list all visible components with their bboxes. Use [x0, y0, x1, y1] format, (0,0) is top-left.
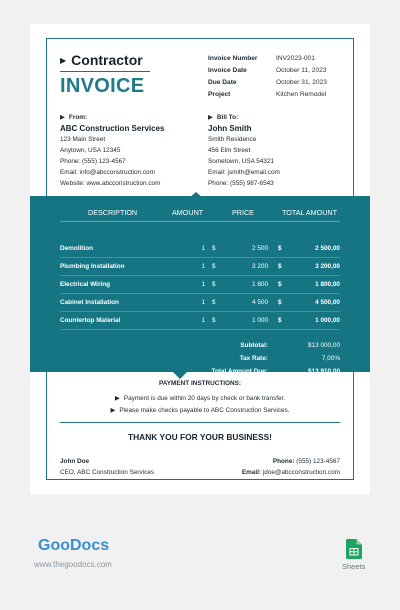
table-row: Demolition 1 $ 2 500 $ 2 500,00 — [60, 240, 340, 258]
total-row: Total Amount Due: $ 13 910,00 — [211, 368, 340, 375]
triangle-bullet-icon: ▶ — [208, 114, 213, 121]
table-row: Plumbing Installation 1 $ 3 200 $ 3 200,00 — [60, 258, 340, 276]
title-top: Contractor — [71, 52, 143, 68]
signer-block: John Doe CEO, ABC Construction Services — [60, 458, 155, 476]
divider — [60, 422, 340, 423]
table-row: Countertop Material 1 $ 1 000 $ 1 000,00 — [60, 312, 340, 330]
list-item: ▶ Payment is due within 20 days by check or bank transfer. — [46, 393, 354, 405]
brand-url[interactable]: www.thegoodocs.com — [34, 560, 112, 569]
meta-row: Project Kitchen Remodel — [208, 90, 327, 98]
table-row: Cabinet Installation 1 $ 4 500 $ 4 500,00 — [60, 294, 340, 312]
list-item: ▶ Please make checks payable to ABC Construction Services. — [46, 405, 354, 417]
triangle-bullet-icon: ▶ — [60, 55, 67, 65]
invoice-title — [60, 52, 150, 98]
google-sheets-icon[interactable] — [346, 539, 362, 559]
items-table — [30, 196, 370, 375]
thanks-message: THANK YOU FOR YOUR BUSINESS! — [128, 432, 272, 442]
title-divider — [60, 71, 150, 72]
tax-row: Tax Rate: 7,00% — [239, 355, 340, 362]
invoice-sheet — [30, 24, 370, 494]
table-header: DESCRIPTION AMOUNT PRICE TOTAL AMOUNT — [60, 208, 340, 222]
invoice-meta — [208, 52, 348, 100]
notch-bottom — [173, 372, 187, 379]
sheets-label: Sheets — [342, 562, 366, 571]
triangle-bullet-icon: ▶ — [60, 114, 65, 121]
from-name: ABC Construction Services — [60, 124, 165, 133]
bill-to-block: ▶ Bill To: John Smith Smith Residence 456 Elm Street Sometown, USA 54321 Email: jsmith@email.com Phone: (555) 987-6543 — [208, 114, 280, 187]
triangle-bullet-icon: ▶ — [114, 395, 120, 402]
subtotal-row: Subtotal: $ 13 000,00 — [240, 342, 340, 349]
meta-row: Due Date October 31, 2023 — [208, 78, 327, 86]
meta-row: Invoice Number INV2023-001 — [208, 54, 315, 62]
contact-block: Phone: (555) 123-4567 Email: jdoe@abcconstruction.com — [241, 458, 340, 476]
from-block: ▶ From: ABC Construction Services 123 Main Street Anytown, USA 12345 Phone: (555) 123-4567 Email: info@abcconstruction.com Website: www.abcconstruction.com — [60, 114, 165, 187]
goodocs-logo[interactable]: GooDocs — [38, 537, 110, 554]
triangle-bullet-icon: ▶ — [110, 407, 116, 414]
payment-instructions: PAYMENT INSTRUCTIONS: ▶ Payment is due within 20 days by check or bank transfer. ▶ Please make checks payable to ABC Construction Services. — [46, 380, 354, 417]
bill-to-name: John Smith — [208, 124, 252, 133]
table-row: Electrical Wiring 1 $ 1 800 $ 1 800,00 — [60, 276, 340, 294]
meta-row: Invoice Date October 11, 2023 — [208, 66, 327, 74]
title-main: INVOICE — [60, 75, 145, 97]
